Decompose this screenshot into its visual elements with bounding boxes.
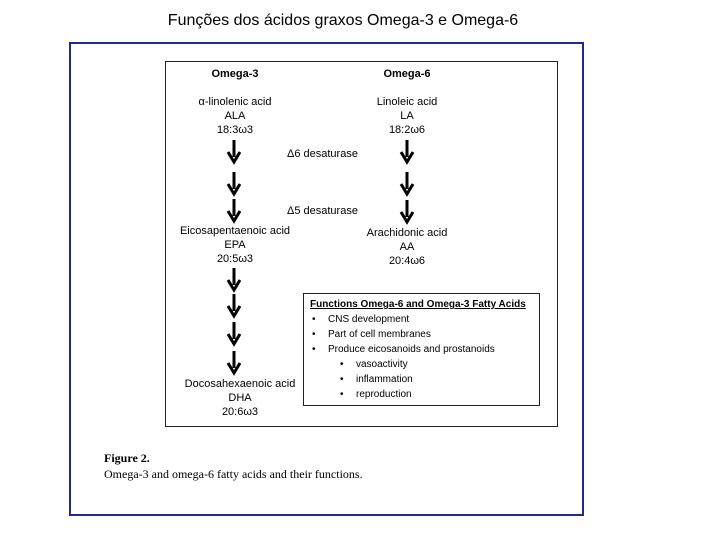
figure-label: Figure 2.	[104, 451, 150, 465]
slide-title: Funções dos ácidos graxos Omega-3 e Omega-6	[167, 12, 519, 29]
arrow-down-icon	[226, 294, 242, 320]
la-formula: 18:2ω6	[388, 124, 426, 136]
ala-formula: 18:3ω3	[216, 124, 254, 136]
list-item: CNS development	[328, 314, 410, 325]
bullet-icon: •	[312, 314, 316, 325]
aa-name: Arachidonic acid	[366, 227, 448, 239]
sub-list-item: reproduction	[356, 389, 412, 400]
arrow-down-icon	[399, 172, 415, 198]
bullet-icon: •	[312, 329, 316, 340]
list-item: Part of cell membranes	[328, 329, 431, 340]
arrow-down-icon	[226, 351, 242, 377]
list-item: Produce eicosanoids and prostanoids	[328, 344, 495, 355]
ala-abbr: ALA	[224, 110, 246, 122]
aa-formula: 20:4ω6	[388, 255, 426, 267]
omega6-header: Omega-6	[383, 68, 431, 80]
bullet-icon: •	[340, 389, 344, 400]
sub-list-item: vasoactivity	[356, 359, 408, 370]
epa-abbr: EPA	[224, 239, 246, 251]
arrow-down-icon	[226, 140, 242, 166]
figure-caption: Omega-3 and omega-6 fatty acids and their functions.	[104, 467, 363, 481]
arrow-down-icon	[226, 322, 242, 348]
la-abbr: LA	[400, 110, 414, 122]
bullet-icon: •	[340, 374, 344, 385]
arrow-down-icon	[226, 268, 242, 294]
dha-formula: 20:6ω3	[221, 406, 259, 418]
arrow-down-icon	[399, 200, 415, 226]
arrow-down-icon	[399, 140, 415, 166]
la-name: Linoleic acid	[376, 96, 438, 108]
ala-name: α-linolenic acid	[198, 96, 272, 108]
bullet-icon: •	[340, 359, 344, 370]
arrow-down-icon	[226, 172, 242, 198]
dha-name: Docosahexaenoic acid	[184, 378, 296, 390]
arrow-down-icon	[226, 199, 242, 225]
bullet-icon: •	[312, 344, 316, 355]
epa-formula: 20:5ω3	[216, 253, 254, 265]
aa-abbr: AA	[399, 241, 415, 253]
delta6-desaturase-label: Δ6 desaturase	[287, 148, 358, 160]
delta5-desaturase-label: Δ5 desaturase	[287, 205, 358, 217]
sub-list-item: inflammation	[356, 374, 413, 385]
epa-name: Eicosapentaenoic acid	[179, 225, 291, 237]
functions-title: Functions Omega-6 and Omega-3 Fatty Acids	[310, 299, 526, 310]
dha-abbr: DHA	[228, 392, 252, 404]
omega3-header: Omega-3	[211, 68, 259, 80]
functions-box	[303, 293, 540, 406]
